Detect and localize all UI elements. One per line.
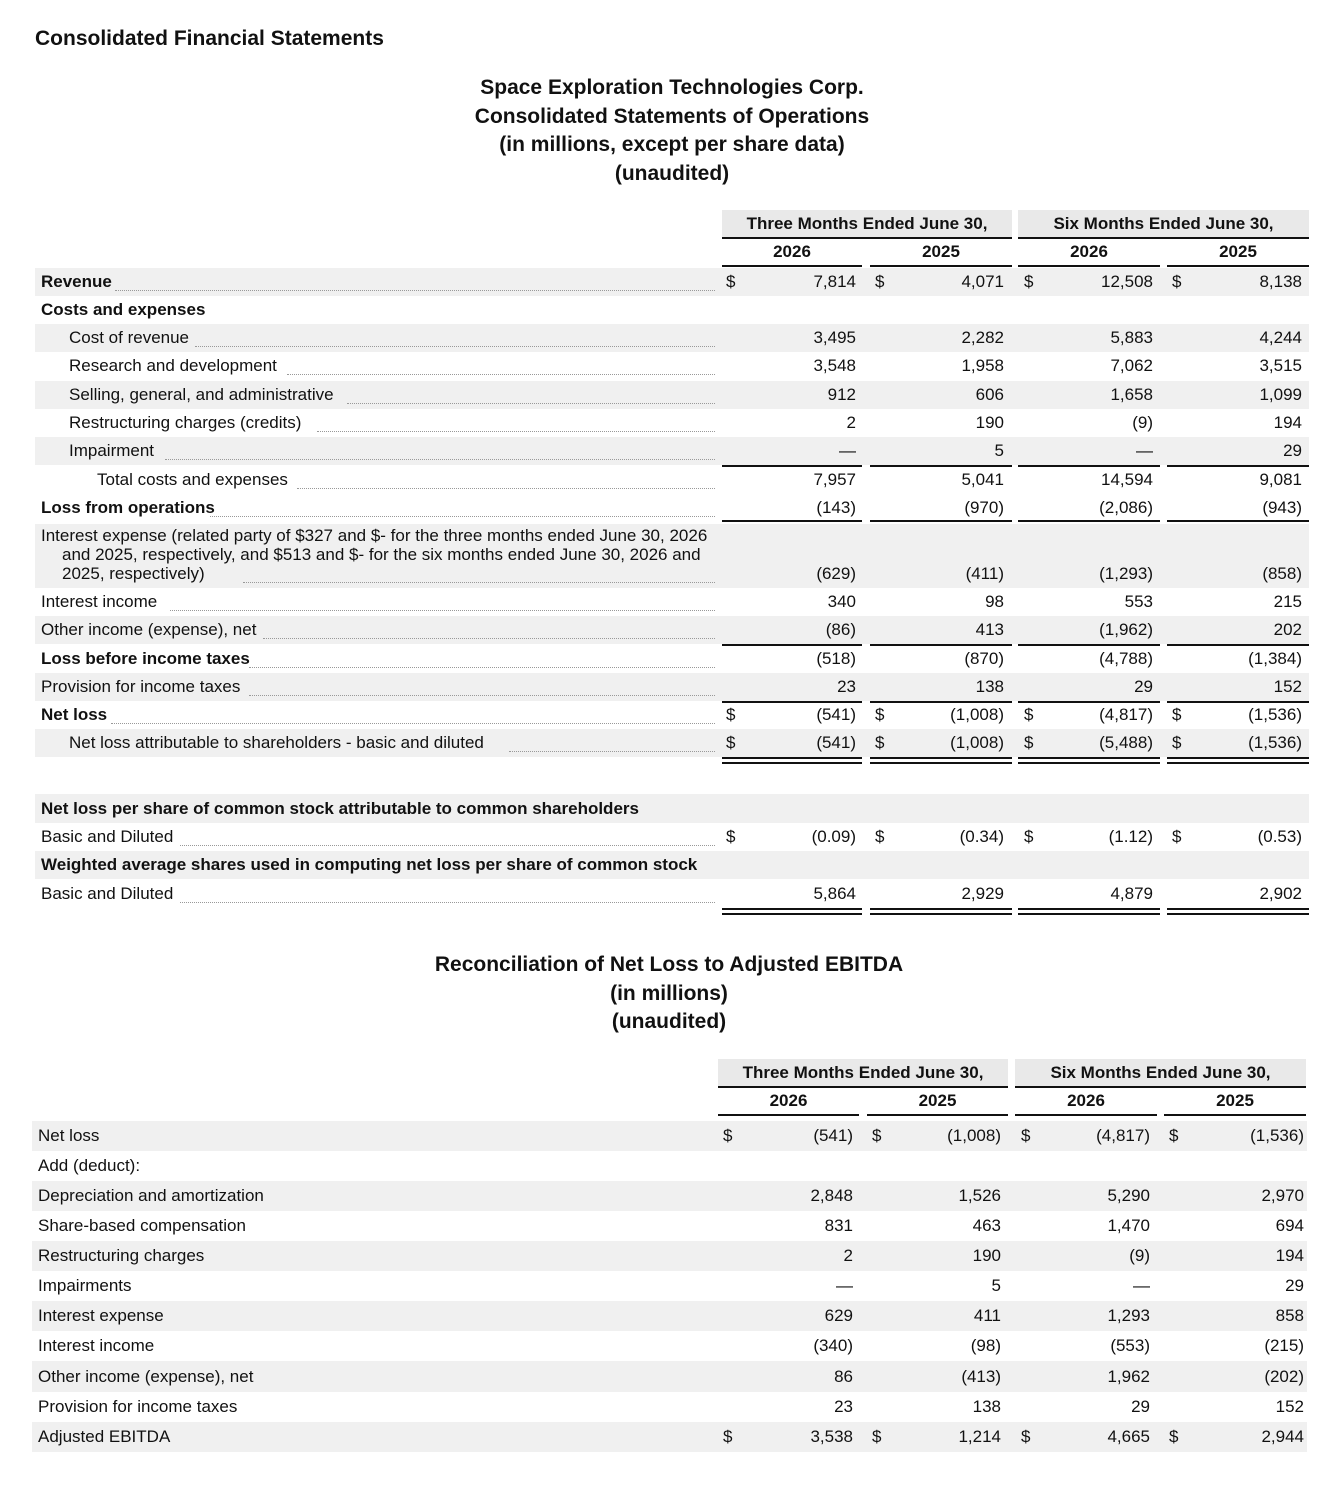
value-cell: (858) xyxy=(1262,564,1302,583)
value-cell: 4,071 xyxy=(961,272,1004,291)
value-cell: 190 xyxy=(972,1246,1001,1265)
year-header: 2025 xyxy=(1167,239,1309,267)
table-row xyxy=(35,823,1309,851)
row-label: Loss before income taxes xyxy=(41,649,250,668)
value-cell: (1,008) xyxy=(950,733,1004,752)
value-cell: 1,958 xyxy=(961,356,1004,375)
table-row xyxy=(32,1211,1307,1241)
value-cell: 2,282 xyxy=(961,328,1004,347)
leader-dots xyxy=(317,431,715,432)
leader-dots xyxy=(195,346,715,347)
statement2-title xyxy=(0,951,1338,1037)
value-cell: 12,508 xyxy=(1101,272,1153,291)
currency-symbol: $ xyxy=(1024,827,1034,846)
currency-symbol: $ xyxy=(1021,1126,1031,1145)
row-label: Interest income xyxy=(41,592,158,611)
value-cell: (1,008) xyxy=(947,1126,1001,1145)
value-cell: 202 xyxy=(1273,620,1302,639)
table-row xyxy=(35,409,1309,437)
value-cell: 2,970 xyxy=(1261,1186,1304,1205)
value-cell: (9) xyxy=(1129,1246,1150,1265)
row-label: Costs and expenses xyxy=(41,300,206,319)
value-cell: (4,817) xyxy=(1099,705,1153,724)
table-row xyxy=(35,437,1309,465)
statement2-title-line: (in millions) xyxy=(610,981,728,1005)
value-cell: (870) xyxy=(964,649,1004,668)
value-cell: (4,788) xyxy=(1099,649,1153,668)
value-cell: (215) xyxy=(1264,1336,1304,1355)
row-label: Revenue xyxy=(41,272,112,291)
value-cell: 1,214 xyxy=(958,1427,1001,1446)
currency-symbol: $ xyxy=(1021,1427,1031,1446)
year-header: 2026 xyxy=(1018,239,1160,267)
value-cell: 3,538 xyxy=(810,1427,853,1446)
value-cell: 3,515 xyxy=(1259,356,1302,375)
row-label: Provision for income taxes xyxy=(38,1397,238,1416)
single-underline xyxy=(1167,520,1309,522)
value-cell: (518) xyxy=(816,649,856,668)
value-cell: 2,902 xyxy=(1259,884,1302,903)
value-cell: 1,099 xyxy=(1259,385,1302,404)
row-label: Provision for income taxes xyxy=(41,677,241,696)
leader-dots xyxy=(165,459,715,460)
currency-symbol: $ xyxy=(875,827,885,846)
row-label: Net loss per share of common stock attributable to common shareholders xyxy=(41,799,639,818)
value-cell: 29 xyxy=(1283,441,1302,460)
value-cell: 912 xyxy=(827,385,856,404)
table-row xyxy=(35,352,1309,380)
row-label: Other income (expense), net xyxy=(38,1367,254,1386)
leader-dots xyxy=(210,516,715,517)
value-cell: 86 xyxy=(834,1367,853,1386)
value-cell: (413) xyxy=(961,1367,1001,1386)
value-cell: 194 xyxy=(1273,413,1302,432)
table-row xyxy=(35,673,1309,701)
value-cell: 858 xyxy=(1275,1306,1304,1325)
value-cell: 413 xyxy=(975,620,1004,639)
value-cell: (1,536) xyxy=(1250,1126,1304,1145)
value-cell: 831 xyxy=(824,1216,853,1235)
double-underline xyxy=(722,757,862,764)
table-row xyxy=(35,616,1309,644)
value-cell: 2,929 xyxy=(961,884,1004,903)
value-cell: 5,041 xyxy=(961,470,1004,489)
year-header: 2025 xyxy=(867,1088,1008,1116)
table-row xyxy=(32,1181,1307,1211)
single-underline xyxy=(1018,520,1160,522)
currency-symbol: $ xyxy=(1169,1427,1179,1446)
leader-dots xyxy=(263,638,715,639)
row-label: Interest expense (related party of $327 and $- for the three months ended June 30, 2026 and 2025, respectively, and $513 and $- for the six months ended June 30, 2026 and 2025, respectively) xyxy=(41,526,708,583)
currency-symbol: $ xyxy=(875,272,885,291)
value-cell: 463 xyxy=(972,1216,1001,1235)
table-row xyxy=(35,880,1309,908)
currency-symbol: $ xyxy=(1172,705,1182,724)
table-row xyxy=(32,1301,1307,1331)
year-header: 2026 xyxy=(718,1088,859,1116)
value-cell: 2 xyxy=(843,1246,853,1265)
double-underline xyxy=(1018,908,1160,915)
leader-dots xyxy=(249,667,715,668)
value-cell: (5,488) xyxy=(1099,733,1153,752)
value-cell: — xyxy=(839,441,856,460)
currency-symbol: $ xyxy=(875,733,885,752)
currency-symbol: $ xyxy=(872,1427,882,1446)
year-header: 2026 xyxy=(722,239,862,267)
row-label: Restructuring charges xyxy=(38,1246,205,1265)
leader-dots xyxy=(115,290,715,291)
row-label: Adjusted EBITDA xyxy=(38,1427,171,1446)
row-label: Total costs and expenses xyxy=(97,470,288,489)
value-cell: 152 xyxy=(1273,677,1302,696)
row-label: Basic and Diluted xyxy=(41,884,174,903)
row-label: Interest expense xyxy=(38,1306,164,1325)
table-row xyxy=(32,1331,1307,1361)
table-row xyxy=(35,851,1309,879)
table-row xyxy=(35,524,1309,588)
value-cell: (202) xyxy=(1264,1367,1304,1386)
table-row xyxy=(35,466,1309,494)
table-row xyxy=(35,588,1309,616)
value-cell: 98 xyxy=(985,592,1004,611)
value-cell: 152 xyxy=(1275,1397,1304,1416)
row-label: Other income (expense), net xyxy=(41,620,257,639)
value-cell: 3,548 xyxy=(813,356,856,375)
period-group-header: Three Months Ended June 30, xyxy=(722,210,1012,239)
row-label: Net loss xyxy=(38,1126,100,1145)
value-cell: 194 xyxy=(1275,1246,1304,1265)
row-label: Depreciation and amortization xyxy=(38,1186,264,1205)
value-cell: 215 xyxy=(1273,592,1302,611)
value-cell: (970) xyxy=(964,498,1004,517)
currency-symbol: $ xyxy=(1024,733,1034,752)
leader-dots xyxy=(347,403,715,404)
value-cell: 5 xyxy=(994,441,1004,460)
value-cell: 138 xyxy=(975,677,1004,696)
currency-symbol: $ xyxy=(1024,272,1034,291)
value-cell: (541) xyxy=(813,1126,853,1145)
leader-dots xyxy=(287,374,715,375)
value-cell: (9) xyxy=(1132,413,1153,432)
row-label: Research and development xyxy=(69,356,277,375)
currency-symbol: $ xyxy=(726,827,736,846)
value-cell: (541) xyxy=(816,733,856,752)
currency-symbol: $ xyxy=(726,272,736,291)
value-cell: — xyxy=(836,1276,853,1295)
year-header: 2026 xyxy=(1015,1088,1157,1116)
value-cell: 29 xyxy=(1285,1276,1304,1295)
row-label: Interest income xyxy=(38,1336,155,1355)
value-cell: 606 xyxy=(975,385,1004,404)
value-cell: (0.09) xyxy=(811,827,856,846)
value-cell: 694 xyxy=(1275,1216,1304,1235)
currency-symbol: $ xyxy=(872,1126,882,1145)
value-cell: 4,665 xyxy=(1107,1427,1150,1446)
double-underline xyxy=(870,908,1012,915)
value-cell: 23 xyxy=(837,677,856,696)
currency-symbol: $ xyxy=(723,1126,733,1145)
currency-symbol: $ xyxy=(1172,733,1182,752)
row-label: Loss from operations xyxy=(41,498,215,517)
value-cell: 2,944 xyxy=(1261,1427,1304,1446)
value-cell: 4,879 xyxy=(1110,884,1153,903)
value-cell: (98) xyxy=(970,1336,1001,1355)
double-underline xyxy=(722,908,862,915)
value-cell: 7,062 xyxy=(1110,356,1153,375)
table-row xyxy=(32,1121,1307,1151)
value-cell: (411) xyxy=(965,564,1004,583)
value-cell: (1,536) xyxy=(1248,733,1302,752)
single-underline xyxy=(722,520,862,522)
value-cell: (1,008) xyxy=(950,705,1004,724)
value-cell: (143) xyxy=(816,498,856,517)
statement1-title-line: Consolidated Statements of Operations xyxy=(474,104,870,128)
table-row xyxy=(32,1392,1307,1422)
currency-symbol: $ xyxy=(1169,1126,1179,1145)
table-row xyxy=(35,645,1309,673)
value-cell: 1,658 xyxy=(1110,385,1153,404)
value-cell: (0.53) xyxy=(1257,827,1302,846)
value-cell: (1,293) xyxy=(1099,564,1153,583)
value-cell: 5,883 xyxy=(1110,328,1153,347)
leader-dots xyxy=(243,582,715,583)
value-cell: 190 xyxy=(975,413,1004,432)
value-cell: 1,293 xyxy=(1107,1306,1150,1325)
table-row xyxy=(35,381,1309,409)
value-cell: 629 xyxy=(824,1306,853,1325)
value-cell: (553) xyxy=(1110,1336,1150,1355)
value-cell: (1,962) xyxy=(1099,620,1153,639)
table-row xyxy=(32,1422,1307,1452)
table-row xyxy=(35,296,1309,324)
currency-symbol: $ xyxy=(723,1427,733,1446)
value-cell: (1,536) xyxy=(1248,705,1302,724)
value-cell: 553 xyxy=(1124,592,1153,611)
value-cell: (1.12) xyxy=(1108,827,1153,846)
value-cell: 5,290 xyxy=(1107,1186,1150,1205)
period-group-header: Three Months Ended June 30, xyxy=(718,1059,1008,1088)
value-cell: 9,081 xyxy=(1259,470,1302,489)
leader-dots xyxy=(509,751,715,752)
value-cell: 5 xyxy=(991,1276,1001,1295)
double-underline xyxy=(870,757,1012,764)
value-cell: 7,957 xyxy=(813,470,856,489)
statement1-title-line: (unaudited) xyxy=(614,161,730,185)
value-cell: — xyxy=(1136,441,1153,460)
leader-dots xyxy=(180,845,715,846)
leader-dots xyxy=(297,488,715,489)
value-cell: 1,526 xyxy=(958,1186,1001,1205)
statement2-title-line: (unaudited) xyxy=(611,1010,727,1033)
row-label: Cost of revenue xyxy=(69,328,190,347)
value-cell: 1,470 xyxy=(1107,1216,1150,1235)
value-cell: 411 xyxy=(973,1306,1001,1325)
statement1-title xyxy=(0,74,1339,188)
value-cell: 138 xyxy=(972,1397,1001,1416)
year-header: 2025 xyxy=(870,239,1012,267)
value-cell: 2,848 xyxy=(810,1186,853,1205)
row-label: Weighted average shares used in computing net loss per share of common stock xyxy=(41,855,698,874)
row-label: Net loss xyxy=(41,705,108,724)
table-row xyxy=(35,729,1309,757)
leader-dots xyxy=(180,902,715,903)
row-label: Add (deduct): xyxy=(38,1156,141,1175)
period-group-header: Six Months Ended June 30, xyxy=(1018,210,1309,239)
row-label: Basic and Diluted xyxy=(41,827,174,846)
value-cell: (0.34) xyxy=(959,827,1004,846)
value-cell: (1,384) xyxy=(1248,649,1302,668)
table-row xyxy=(35,794,1309,823)
table-row xyxy=(35,324,1309,352)
value-cell: 29 xyxy=(1131,1397,1150,1416)
value-cell: (943) xyxy=(1262,498,1302,517)
statement1-title-line: (in millions, except per share data) xyxy=(499,133,845,156)
currency-symbol: $ xyxy=(875,705,885,724)
table-row xyxy=(35,268,1309,296)
value-cell: 7,814 xyxy=(813,272,856,291)
value-cell: — xyxy=(1133,1276,1150,1295)
leader-dots xyxy=(111,723,715,724)
statement1-title-line: Space Exploration Technologies Corp. xyxy=(480,76,864,99)
value-cell: 2 xyxy=(846,413,856,432)
row-label: Selling, general, and administrative xyxy=(69,385,334,404)
table-row xyxy=(32,1271,1307,1301)
year-header: 2025 xyxy=(1164,1088,1306,1116)
value-cell: 1,962 xyxy=(1107,1367,1150,1386)
value-cell: (4,817) xyxy=(1096,1126,1150,1145)
value-cell: (541) xyxy=(816,705,856,724)
leader-dots xyxy=(249,695,715,696)
currency-symbol: $ xyxy=(1172,827,1182,846)
row-label: Restructuring charges (credits) xyxy=(69,413,302,432)
table-row xyxy=(32,1241,1307,1271)
currency-symbol: $ xyxy=(726,733,736,752)
table-row xyxy=(32,1361,1307,1392)
row-label: Share-based compensation xyxy=(38,1216,246,1235)
table-row xyxy=(35,494,1309,522)
currency-symbol: $ xyxy=(1172,272,1182,291)
row-label: Net loss attributable to shareholders - basic and diluted xyxy=(69,733,484,752)
currency-symbol: $ xyxy=(726,705,736,724)
currency-symbol: $ xyxy=(1024,705,1034,724)
value-cell: 29 xyxy=(1134,677,1153,696)
row-label: Impairment xyxy=(69,441,155,460)
value-cell: 4,244 xyxy=(1259,328,1302,347)
period-group-header: Six Months Ended June 30, xyxy=(1015,1059,1306,1088)
value-cell: (340) xyxy=(813,1336,853,1355)
value-cell: 340 xyxy=(827,592,856,611)
value-cell: (2,086) xyxy=(1099,498,1153,517)
page-title: Consolidated Financial Statements xyxy=(35,27,384,50)
leader-dots xyxy=(170,610,715,611)
value-cell: (629) xyxy=(816,564,856,583)
table-row xyxy=(35,701,1309,729)
double-underline xyxy=(1018,757,1160,764)
value-cell: 5,864 xyxy=(813,884,856,903)
double-underline xyxy=(1167,908,1309,915)
value-cell: 3,495 xyxy=(813,328,856,347)
value-cell: 23 xyxy=(834,1397,853,1416)
double-underline xyxy=(1167,757,1309,764)
value-cell: 14,594 xyxy=(1101,470,1153,489)
row-label: Impairments xyxy=(38,1276,132,1295)
value-cell: 8,138 xyxy=(1259,272,1302,291)
value-cell: (86) xyxy=(825,620,856,639)
single-underline xyxy=(870,520,1012,522)
table-row xyxy=(32,1151,1307,1181)
statement2-title-line: Reconciliation of Net Loss to Adjusted EBITDA xyxy=(434,953,904,976)
